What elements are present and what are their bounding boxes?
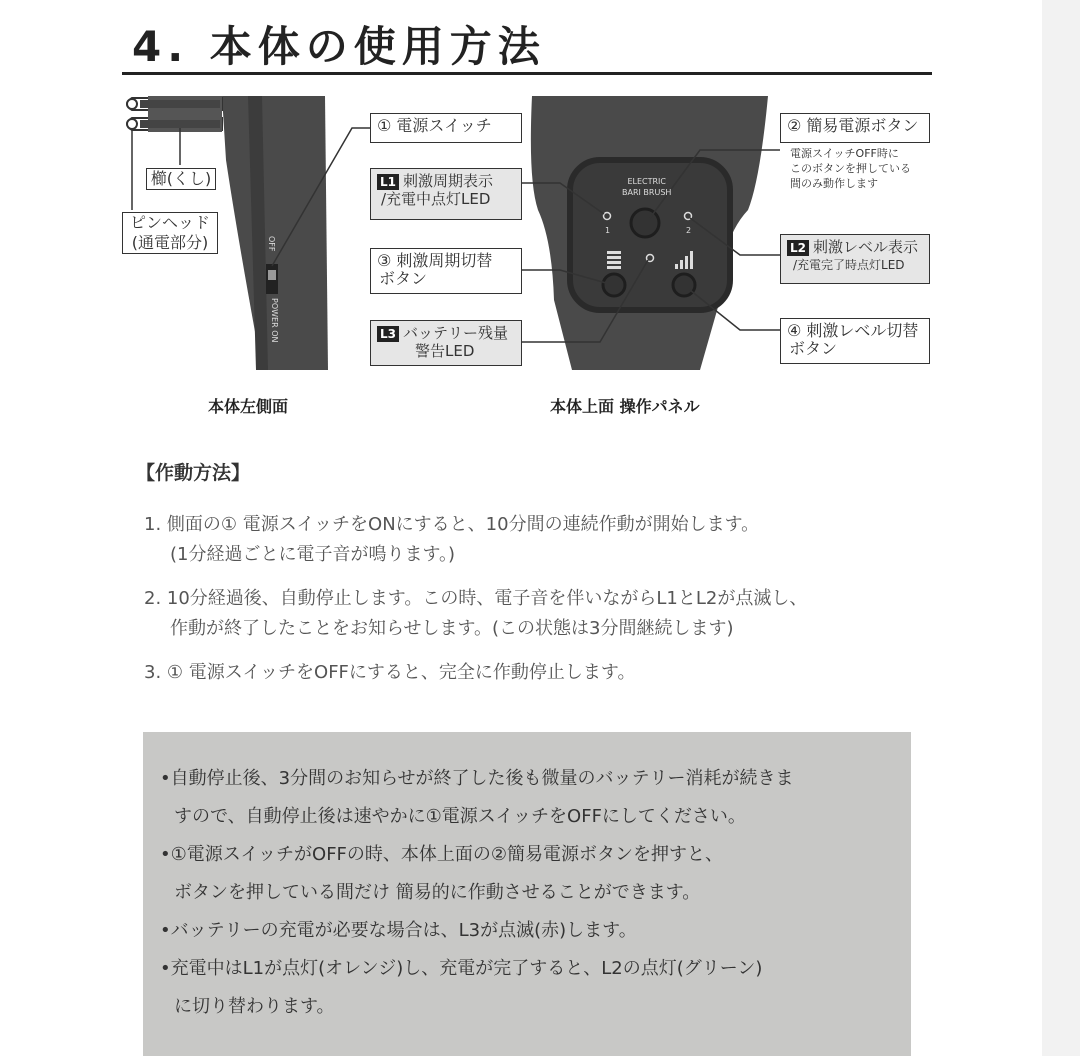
pin-head-label-line2: (通電部分): [131, 233, 209, 252]
callout-cycle-switch: [370, 248, 522, 294]
l2-line1: 刺激レベル表示: [813, 238, 919, 256]
device-top-panel: [531, 96, 768, 370]
led2-number: 2: [686, 226, 692, 235]
note-1-line2: すので、自動停止後は速やかに①電源スイッチをOFFにしてください。: [174, 806, 746, 827]
simple-power-note-line1: 電源スイッチOFF時に: [790, 147, 899, 160]
step-2: [144, 584, 944, 644]
note-1-line1: •自動停止後、3分間のお知らせが終了した後も微量のバッテリー消耗が続きま: [160, 768, 794, 789]
notes-list: [160, 760, 920, 1026]
panel-brand-line1: ELECTRIC: [627, 177, 666, 186]
level-switch-line2: ボタン: [789, 339, 838, 358]
note-4: [160, 950, 920, 1026]
step-2-line1: 2. 10分経過後、自動停止します。この時、電子音を伴いながらL1とL2が点滅し、: [144, 588, 808, 609]
callout-level-switch: [780, 318, 930, 364]
l2-tag: L2: [787, 240, 809, 256]
operation-steps: [144, 510, 944, 702]
cycle-switch-line1: ③ 刺激周期切替: [377, 251, 493, 270]
l2-line2: /充電完了時点灯LED: [793, 258, 905, 272]
note-2-line2: ボタンを押している間だけ 簡易的に作動させることができます。: [174, 882, 701, 903]
note-3-line1: •バッテリーの充電が必要な場合は、L3が点滅(赤)します。: [160, 920, 637, 941]
callout-simple-power: ② 簡易電源ボタン: [780, 113, 930, 143]
step-1-line2: (1分経過ごとに電子音が鳴ります。): [170, 544, 456, 565]
l3-line1: バッテリー残量: [403, 324, 509, 342]
panel-brand-line2: BARI BRUSH: [622, 188, 672, 197]
switch-on-text: POWER ON: [270, 298, 279, 343]
level-switch-line1: ④ 刺激レベル切替: [787, 321, 919, 340]
led1-number: 1: [605, 226, 611, 235]
l3-line2: 警告LED: [415, 342, 475, 360]
level-switch-button[interactable]: [673, 274, 695, 296]
comb-pins: [127, 96, 222, 132]
cycle-switch-line2: ボタン: [379, 269, 428, 288]
simple-power-note-line3: 間のみ動作します: [790, 177, 878, 190]
left-side-caption: 本体左側面: [208, 397, 289, 416]
note-3: [160, 912, 920, 950]
l1-line1: 刺激周期表示: [403, 172, 494, 190]
simple-power-button[interactable]: [631, 209, 659, 237]
usage-diagram: [0, 0, 1080, 430]
callout-l3: [370, 320, 522, 366]
operation-heading: 【作動方法】: [136, 462, 251, 484]
l1-tag: L1: [377, 174, 399, 190]
note-2-line1: •①電源スイッチがOFFの時、本体上面の②簡易電源ボタンを押すと、: [160, 844, 724, 865]
callout-l1: [370, 168, 522, 220]
simple-power-note-line2: このボタンを押している: [790, 162, 911, 175]
cycle-switch-button[interactable]: [603, 274, 625, 296]
note-4-line2: に切り替わります。: [174, 996, 335, 1017]
comb-label: 櫛(くし): [146, 168, 216, 190]
page-title: 4. 本体の使用方法: [132, 22, 546, 71]
step-1-line1: 1. 側面の① 電源スイッチをONにすると、10分間の連続作動が開始します。: [144, 514, 760, 535]
simple-power-note: [790, 146, 911, 191]
note-1: [160, 760, 920, 836]
callout-power-switch: ① 電源スイッチ: [370, 113, 522, 143]
note-4-line1: •充電中はL1が点灯(オレンジ)し、充電が完了すると、L2の点灯(グリーン): [160, 958, 763, 979]
l3-tag: L3: [377, 326, 399, 342]
step-3: [144, 658, 944, 688]
callout-l2: [780, 234, 930, 284]
pin-head-label: [122, 212, 218, 254]
pin-head-label-line1: ピンヘッド: [129, 213, 210, 232]
l1-line2: /充電中点灯LED: [381, 190, 491, 208]
step-1: [144, 510, 944, 570]
note-2: [160, 836, 920, 912]
step-3-line1: 3. ① 電源スイッチをOFFにすると、完全に作動停止します。: [144, 662, 636, 683]
step-2-line2: 作動が終了したことをお知らせします。(この状態は3分間継続します): [170, 618, 734, 639]
top-panel-caption: 本体上面 操作パネル: [550, 397, 700, 416]
switch-off-text: OFF: [267, 236, 276, 252]
panel-brand: [622, 176, 671, 198]
